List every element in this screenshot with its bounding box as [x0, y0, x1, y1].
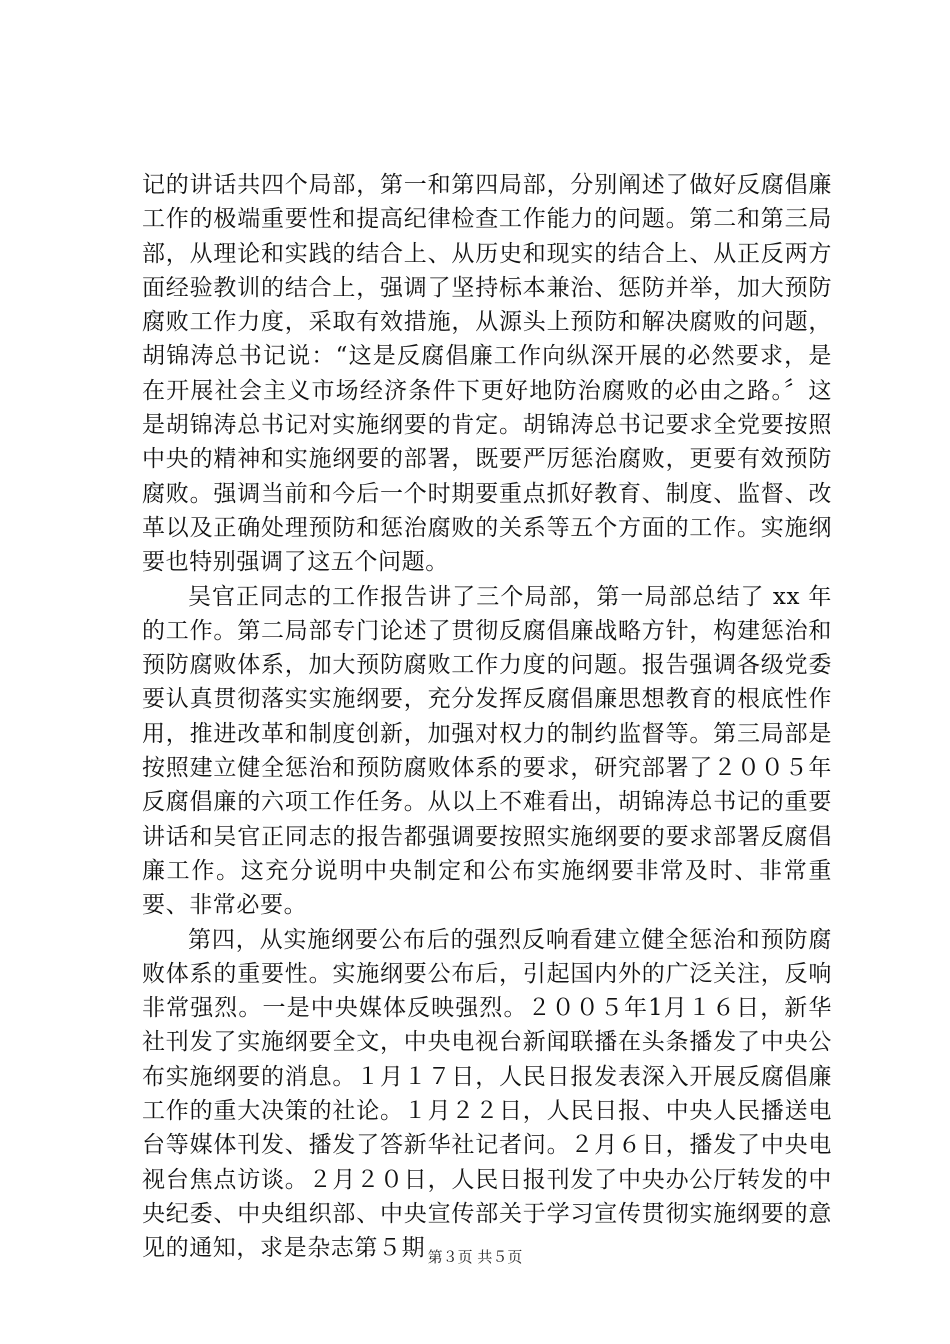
- document-body: [142, 168, 832, 1266]
- paragraph-3: 第四，从实施纲要公布后的强烈反响看建立健全惩治和预防腐败体系的重要性。实施纲要公布后，引起国内外的广泛关注，反响非常强烈。一是中央媒体反映强烈。２００５年1月１６日，新华社刊发了实施纲要全文，中央电视台新闻联播在头条播发了中央公布实施纲要的消息。１月１７日，人民日报发表深入开展反腐倡廉工作的重大决策的社论。１月２２日，人民日报、中央人民播送电台等媒体刊发、播发了答新华社记者问。２月６日，播发了中央电视台焦点访谈。２月２０日，人民日报刊发了中央办公厅转发的中央纪委、中央组织部、中央宣传部关于学习宣传贯彻实施纲要的意见的通知，求是杂志第５期: [142, 926, 832, 1262]
- paragraph-1: 记的讲话共四个局部，第一和第四局部，分别阐述了做好反腐倡廉工作的极端重要性和提高纪律检查工作能力的问题。第二和第三局部，从理论和实践的结合上、从历史和现实的结合上、从正反两方面经验教训的结合上，强调了坚持标本兼治、惩防并举，加大预防腐败工作力度，采取有效措施，从源头上预防和解决腐败的问题，胡锦涛总书记说：“这是反腐倡廉工作向纵深开展的必然要求，是在开展社会主义市场经济条件下更好地防治腐败的必由之路。〞这是胡锦涛总书记对实施纲要的肯定。胡锦涛总书记要求全党要按照中央的精神和实施纲要的部署，既要严厉惩治腐败，更要有效预防腐败。强调当前和今后一个时期要重点抓好教育、制度、监督、改革以及正确处理预防和惩治腐败的关系等五个方面的工作。实施纲要也特别强调了这五个问题。: [142, 172, 832, 576]
- paragraph-2: 吴官正同志的工作报告讲了三个局部，第一局部总结了 xx 年的工作。第二局部专门论述了贯彻反腐倡廉战略方针，构建惩治和预防腐败体系，加大预防腐败工作力度的问题。报告强调各级党委要认真贯彻落实实施纲要，充分发挥反腐倡廉思想教育的根底性作用，推进改革和制度创新，加强对权力的制约监督等。第三局部是按照建立健全惩治和预防腐败体系的要求，研究部署了２００５年反腐倡廉的六项工作任务。从以上不难看出，胡锦涛总书记的重要讲话和吴官正同志的报告都强调要按照实施纲要的要求部署反腐倡廉工作。这充分说明中央制定和公布实施纲要非常及时、非常重要、非常必要。: [142, 583, 832, 919]
- page-footer: 第３页 共５页: [427, 1248, 523, 1266]
